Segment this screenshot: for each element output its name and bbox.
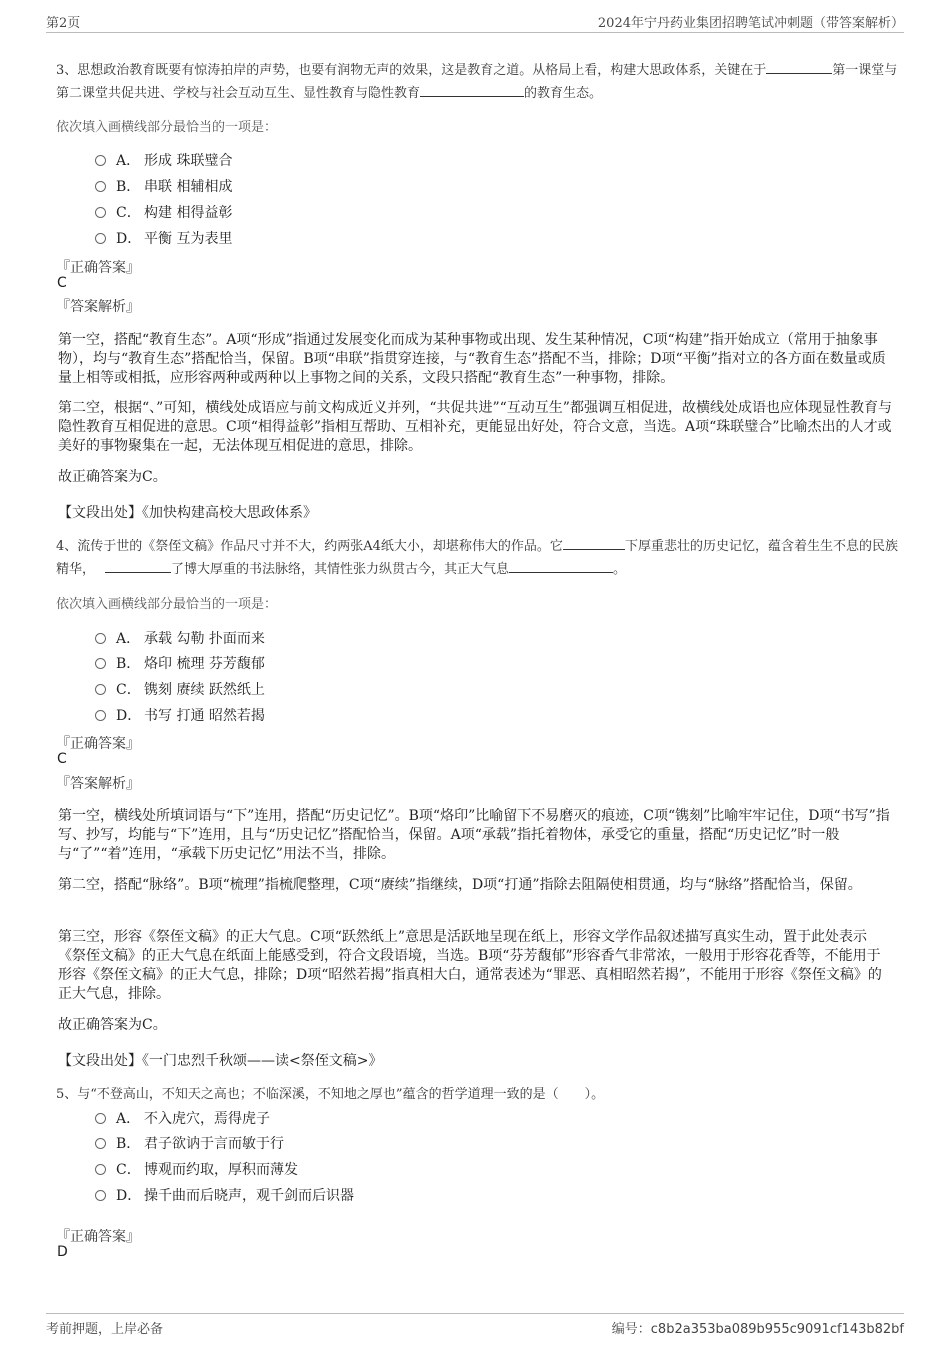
radio-icon[interactable] — [95, 1164, 106, 1175]
analysis-label: 『答案解析』 — [56, 776, 140, 792]
page-header — [46, 12, 904, 33]
page-number: 第2页 — [46, 16, 81, 31]
answer-value: D — [57, 1244, 68, 1260]
answer-label: 『正确答案』 — [56, 736, 140, 752]
option-d[interactable]: D． 书写 打通 昭然若揭 — [95, 705, 265, 725]
analysis-paragraph: 第二空，搭配“脉络”。B项“梳理”指梳爬整理，C项“赓续”指继续，D项“打通”指除去阻隔使相贯通，均与“脉络”搭配恰当，保留。 — [58, 877, 862, 893]
option-c[interactable]: C． 构建 相得益彰 — [95, 202, 232, 222]
blank — [420, 82, 524, 97]
option-c[interactable]: C． 镌刻 赓续 跃然纸上 — [95, 679, 265, 699]
radio-icon[interactable] — [95, 710, 106, 721]
radio-icon[interactable] — [95, 658, 106, 669]
footer-slogan: 考前押题，上岸必备 — [46, 1322, 164, 1337]
option-a[interactable]: A． 形成 珠联璧合 — [95, 150, 232, 170]
radio-icon[interactable] — [95, 181, 106, 192]
question-5-stem: 5、与“不登高山，不知天之高也；不临深溪，不知地之厚也”蕴含的哲学道理一致的是（ ）。 — [56, 1087, 605, 1102]
analysis-paragraph: 第一空，搭配“教育生态”。A项“形成”指通过发展变化而成为某种事物或出现、发生某种情况，C项“构建”指开始成立（常用于抽象事物），均与“教育生态”搭配恰当，保留。B项“串联”指贯穿连接，与“教育生态”搭配不当，排除；D项“平衡”指对立的各方面在数量或质量上相等或相抵，应形容两种或两种以上事物之间的关系，文段只搭配“教育生态”一种事物，排除。 — [58, 332, 886, 386]
analysis-paragraph: 第三空，形容《祭侄文稿》的正大气息。C项“跃然纸上”意思是活跃地呈现在纸上，形容文学作品叙述描写真实生动，置于此处表示《祭侄文稿》的正大气息在纸面上能感受到，符合文段语境，当选。B项“芬芳馥郁”形容香气非常浓，一般用于形容花香等，不能用于形容《祭侄文稿》的正大气息，排除；D项“昭然若揭”指真相大白，通常表述为“罪恶、真相昭然若揭”，不能用于形容《祭侄文稿》的正大气息，排除。 — [58, 929, 882, 1002]
source-citation: 【文段出处】《加快构建高校大思政体系》 — [58, 505, 317, 521]
answer-value: C — [57, 275, 67, 291]
question-4-instruction: 依次填入画横线部分最恰当的一项是： — [56, 597, 278, 612]
radio-icon[interactable] — [95, 233, 106, 244]
blank — [105, 558, 171, 573]
option-d[interactable]: D． 操千曲而后晓声，观千剑而后识器 — [95, 1185, 354, 1205]
analysis-paragraph: 第二空，根据“、”可知，横线处成语应与前文构成近义并列，“共促共进”“互动互生”都强调互相促进，故横线处成语也应体现显性教育与隐性教育互相促进的意思。C项“相得益彰”指相互帮助、互相补充，更能显出好处，符合文意，当选。A项“珠联璧合”比喻杰出的人才或美好的事物聚集在一起，无法体现互相促进的意思，排除。 — [58, 400, 892, 454]
answer-label: 『正确答案』 — [56, 1229, 140, 1245]
source-citation: 【文段出处】《一门忠烈千秋颂——读<祭侄文稿>》 — [58, 1053, 383, 1069]
option-a[interactable]: A． 不入虎穴，焉得虎子 — [95, 1108, 270, 1128]
option-b[interactable]: B． 烙印 梳理 芬芳馥郁 — [95, 653, 265, 673]
document-code: 编号：c8b2a353ba089b955c9091cf143b82bf — [611, 1322, 904, 1337]
radio-icon[interactable] — [95, 207, 106, 218]
radio-icon[interactable] — [95, 1113, 106, 1124]
option-d[interactable]: D． 平衡 互为表里 — [95, 228, 232, 248]
question-3-stem: 3、思想政治教育既要有惊涛拍岸的声势，也要有润物无声的效果，这是教育之道。从格局上看，构建大思政体系，关键在于 第一课堂与第二课堂共促共进、学校与社会互动互生、显性教育与隐性教育 的教育生态。 — [56, 59, 898, 105]
radio-icon[interactable] — [95, 633, 106, 644]
answer-label: 『正确答案』 — [56, 260, 140, 276]
option-c[interactable]: C． 博观而约取，厚积而薄发 — [95, 1159, 298, 1179]
option-b[interactable]: B． 串联 相辅相成 — [95, 176, 232, 196]
radio-icon[interactable] — [95, 684, 106, 695]
blank — [766, 59, 832, 74]
radio-icon[interactable] — [95, 1190, 106, 1201]
option-b[interactable]: B． 君子欲讷于言而敏于行 — [95, 1133, 284, 1153]
question-4-stem: 4、流传于世的《祭侄文稿》作品尺寸并不大，约两张A4纸大小，却堪称伟大的作品。它 下厚重悲壮的历史记忆，蕴含着生生不息的民族精华， 了博大厚重的书法脉络，其情性张力纵贯古今，其正大气息 。 — [56, 535, 898, 581]
option-a[interactable]: A． 承载 勾勒 扑面而来 — [95, 628, 265, 648]
answer-value: C — [57, 751, 67, 767]
page-footer — [46, 1313, 904, 1336]
radio-icon[interactable] — [95, 1138, 106, 1149]
question-3-instruction: 依次填入画横线部分最恰当的一项是： — [56, 120, 278, 135]
analysis-paragraph: 第一空，横线处所填词语与“下”连用，搭配“历史记忆”。B项“烙印”比喻留下不易磨灭的痕迹，C项“镌刻”比喻牢牢记住，D项“书写”指写、抄写，均能与“下”连用，且与“历史记忆”搭配恰当，保留。A项“承载”指托着物体，承受它的重量，搭配“历史记忆”时一般与“了”“着”连用，“承载下历史记忆”用法不当，排除。 — [58, 808, 890, 862]
blank — [509, 558, 613, 573]
analysis-label: 『答案解析』 — [56, 299, 140, 315]
document-title: 2024年宁丹药业集团招聘笔试冲刺题（带答案解析） — [597, 16, 904, 31]
radio-icon[interactable] — [95, 155, 106, 166]
blank — [563, 535, 625, 550]
analysis-conclusion: 故正确答案为C。 — [58, 469, 167, 485]
analysis-conclusion: 故正确答案为C。 — [58, 1017, 167, 1033]
